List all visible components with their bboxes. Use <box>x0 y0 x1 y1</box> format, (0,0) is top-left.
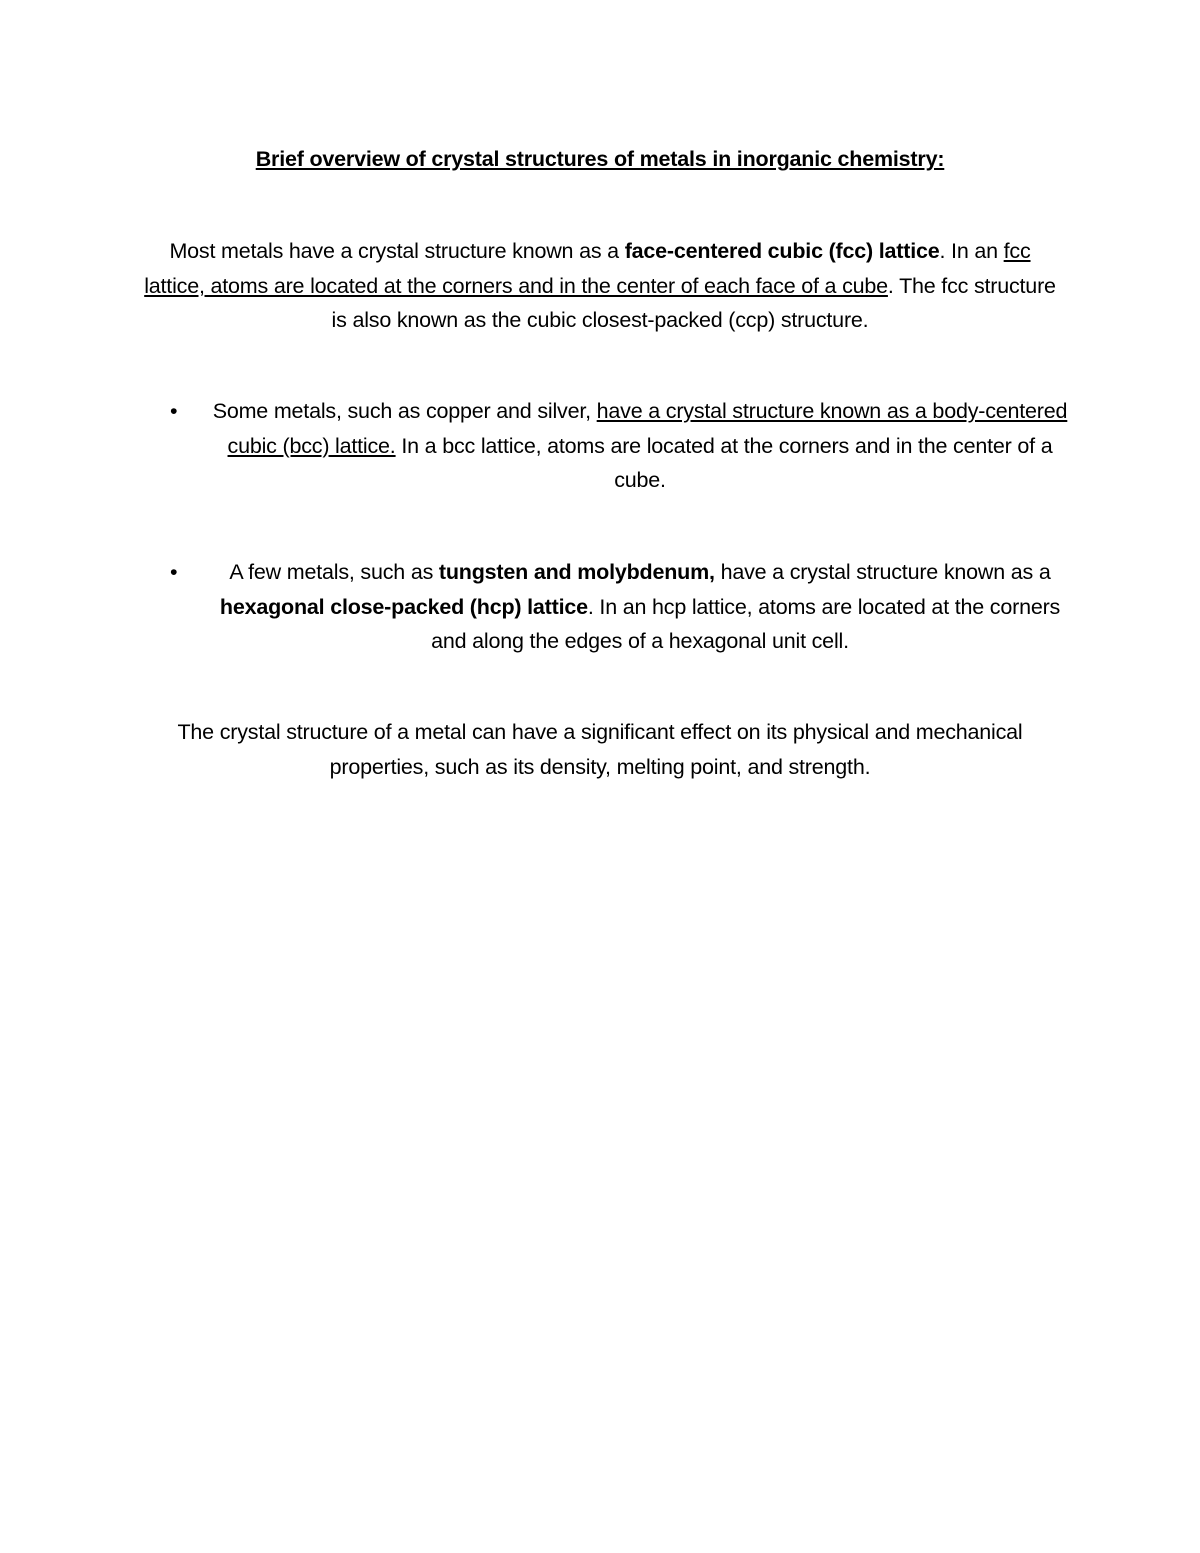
bullet-icon: • <box>170 560 178 584</box>
bullet-hcp-bold-lattice: hexagonal close-packed (hcp) lattice <box>219 594 588 619</box>
intro-text-2: . In an <box>939 239 1004 263</box>
bullet-hcp-text-3: . In an hcp lattice, atoms are located at the corners and along the edges of a hexagonal unit cell. <box>431 594 1061 653</box>
document-title: Brief overview of crystal structures of metals in inorganic chemistry: <box>255 147 945 171</box>
intro-paragraph <box>140 234 1060 338</box>
conclusion-paragraph: The crystal structure of a metal can have a significant effect on its physical and mechanical properties, such as its density, melting point, and strength. <box>177 720 1023 779</box>
bullet-text-bcc <box>210 394 1070 498</box>
bullet-icon: • <box>170 399 178 423</box>
bullet-hcp-bold-metals: tungsten and molybdenum, <box>438 560 715 584</box>
intro-underlined-fcc-description: fcc lattice, atoms are located at the corners and in the center of each face of a cube <box>144 239 1031 298</box>
intro-text-3: . The fcc structure is also known as the cubic closest-packed (ccp) structure. <box>331 273 1056 332</box>
bullet-text-hcp <box>210 555 1070 659</box>
bullet-bcc-underlined: have a crystal structure known as a body-centered cubic (bcc) lattice. <box>227 399 1068 458</box>
bullet-hcp-text-2: have a crystal structure known as a <box>714 560 1051 584</box>
bullet-bcc-text-2: In a bcc lattice, atoms are located at the corners and in the center of a cube. <box>395 433 1053 492</box>
bullet-bcc-text-1: Some metals, such as copper and silver, <box>212 399 597 423</box>
intro-bold-fcc: face-centered cubic (fcc) lattice <box>624 239 940 263</box>
intro-text-1: Most metals have a crystal structure known as a <box>169 239 625 263</box>
bullet-hcp-text-1: A few metals, such as <box>229 560 439 584</box>
